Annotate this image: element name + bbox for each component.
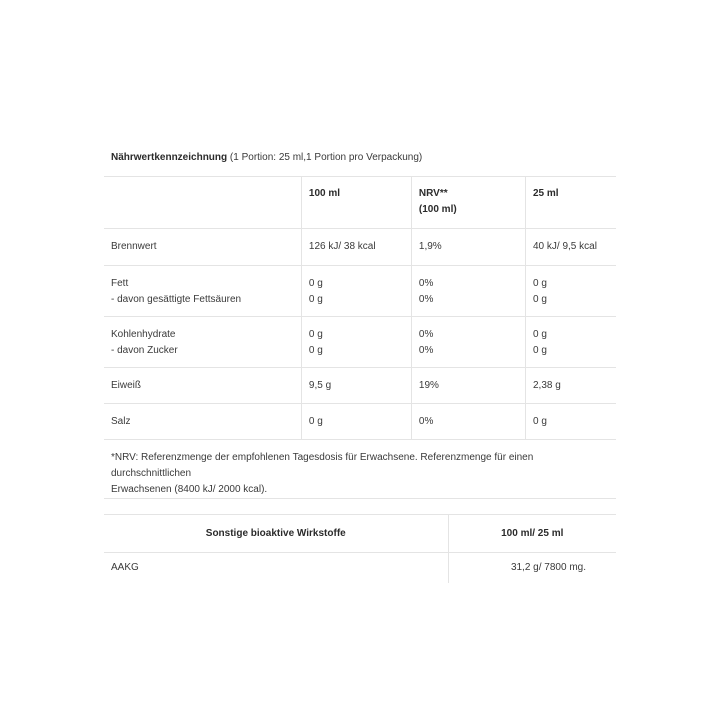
row-label: Salz — [104, 404, 301, 440]
row-per25: 2,38 g — [526, 368, 617, 404]
row-per100-sub: 0 g — [308, 294, 323, 305]
row-label: Brennwert — [104, 229, 301, 266]
row-label-sub: - davon Zucker — [111, 345, 178, 356]
table-row-kohlenhydrate — [104, 317, 616, 368]
row-nrv — [411, 266, 525, 317]
row-label-main: Fett — [111, 278, 129, 289]
bioactive-value: 31,2 g/ 7800 mg. — [448, 553, 616, 583]
bioactive-header-left: Sonstige bioaktive Wirkstoffe — [104, 515, 448, 553]
row-label — [104, 266, 301, 317]
row-nrv: 0% — [411, 404, 525, 440]
row-per25 — [526, 266, 617, 317]
table-row-aakg — [104, 553, 616, 583]
row-label-main: Kohlenhydrate — [111, 329, 176, 340]
row-per25-main: 0 g — [533, 329, 547, 340]
table-row-brennwert — [104, 229, 616, 266]
row-label-sub: - davon gesättigte Fettsäuren — [111, 294, 242, 305]
header-per-100ml: 100 ml — [301, 177, 411, 229]
row-per100 — [301, 266, 411, 317]
nutrition-heading-bold: Nährwertkennzeichnung — [111, 152, 228, 163]
bioactive-name: AAKG — [104, 553, 448, 583]
table-row-salz — [104, 404, 616, 440]
header-nrv — [411, 177, 525, 229]
row-nrv-sub: 0% — [418, 294, 434, 305]
row-nrv-main: 0% — [418, 278, 434, 289]
row-nrv: 19% — [411, 368, 525, 404]
row-per100 — [301, 317, 411, 368]
table-footnote-row — [104, 440, 616, 499]
table-row-eiweiss — [104, 368, 616, 404]
header-empty-cell — [104, 177, 301, 229]
nutrition-table — [104, 176, 616, 499]
header-nrv-unit: (100 ml) — [418, 204, 457, 215]
nrv-footnote-line1: *NRV: Referenzmenge der empfohlenen Tagesdosis für Erwachsene. Referenzmenge für einen durchschnittlichen — [111, 452, 534, 479]
nrv-footnote — [104, 440, 616, 499]
row-nrv — [411, 317, 525, 368]
row-per100-sub: 0 g — [308, 345, 323, 356]
row-nrv-sub: 0% — [418, 345, 434, 356]
row-per25 — [526, 317, 617, 368]
row-per100: 9,5 g — [301, 368, 411, 404]
row-per25: 0 g — [526, 404, 617, 440]
header-nrv-label: NRV** — [418, 188, 448, 199]
nutrition-heading — [111, 152, 422, 163]
bioactive-header-right: 100 ml/ 25 ml — [448, 515, 616, 553]
row-nrv: 1,9% — [411, 229, 525, 266]
row-per100: 0 g — [301, 404, 411, 440]
row-per100-main: 0 g — [308, 278, 323, 289]
bioactive-table — [104, 514, 616, 583]
table-row-fett — [104, 266, 616, 317]
row-per25-sub: 0 g — [533, 294, 547, 305]
nutrition-heading-detail: (1 Portion: 25 ml,1 Portion pro Verpackung) — [227, 152, 423, 163]
row-nrv-main: 0% — [418, 329, 434, 340]
row-label: Eiweiß — [104, 368, 301, 404]
row-per100: 126 kJ/ 38 kcal — [301, 229, 411, 266]
row-per25: 40 kJ/ 9,5 kcal — [526, 229, 617, 266]
row-per25-sub: 0 g — [533, 345, 547, 356]
nutrition-table-header — [104, 177, 616, 229]
nrv-footnote-line2: Erwachsenen (8400 kJ/ 2000 kcal). — [111, 484, 268, 495]
bioactive-table-header — [104, 515, 616, 553]
header-per-25ml: 25 ml — [526, 177, 617, 229]
row-per100-main: 0 g — [308, 329, 323, 340]
row-per25-main: 0 g — [533, 278, 547, 289]
row-label — [104, 317, 301, 368]
